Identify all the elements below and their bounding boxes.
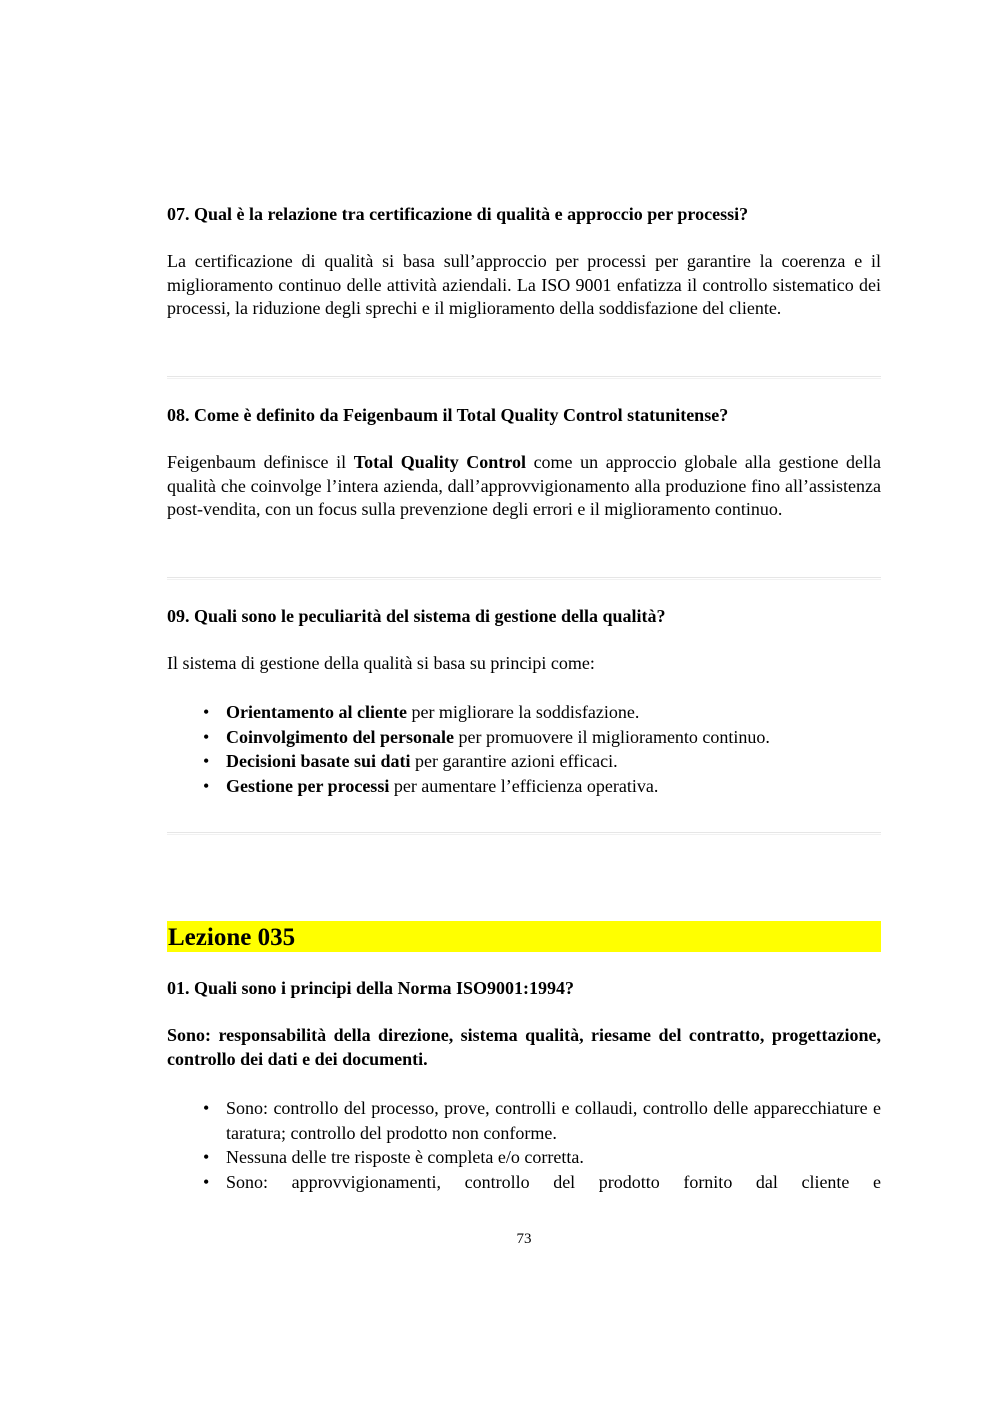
option-item xyxy=(167,1096,881,1145)
page-number: 73 xyxy=(516,1231,532,1247)
list-item xyxy=(167,774,881,799)
section-divider xyxy=(167,577,881,580)
lesson-question-01-options xyxy=(167,1096,881,1194)
question-08-title: 08. Come è definito da Feigenbaum il Total Quality Control statunitense? xyxy=(167,405,729,425)
question-09-list xyxy=(167,700,881,798)
question-09-title: 09. Quali sono le peculiarità del sistema di gestione della qualità? xyxy=(167,606,666,626)
answer-text: come un approccio globale alla gestione della qualità che coinvolge l’intera azienda, dall’approvvigionamento alla produzione fino all’assistenza post-vendita, con un focus sulla prevenzione degli errori e il miglioramento continuo. xyxy=(167,452,882,519)
list-item-text: per aumentare l’efficienza operativa. xyxy=(389,775,659,796)
option-text: Sono: controllo del processo, prove, controlli e collaudi, controllo delle apparecchiature e taratura; controllo del prodotto non conforme. xyxy=(226,1098,881,1143)
list-item-bold: Gestione per processi xyxy=(226,775,390,796)
question-08-answer xyxy=(167,451,881,522)
bullet-icon: • xyxy=(203,1098,210,1118)
lesson-question-01-answer: Sono: responsabilità della direzione, sistema qualità, riesame del contratto, progettazione, controllo dei dati e dei documenti. xyxy=(167,1025,881,1069)
list-item-text: per promuovere il miglioramento continuo. xyxy=(454,726,770,747)
bullet-icon: • xyxy=(203,775,210,796)
list-item xyxy=(167,725,881,750)
option-text: Nessuna delle tre risposte è completa e/o corretta. xyxy=(226,1147,584,1168)
list-item-text: per garantire azioni efficaci. xyxy=(410,751,618,772)
list-item-bold: Orientamento al cliente xyxy=(226,702,407,722)
lesson-heading-highlight xyxy=(167,921,881,952)
lesson-question-01-title: 01. Quali sono i principi della Norma ISO9001:1994? xyxy=(167,978,575,998)
lesson-heading: Lezione 035 xyxy=(168,924,296,951)
section-divider xyxy=(167,376,881,379)
section-divider xyxy=(167,832,881,835)
list-item-bold: Coinvolgimento del personale xyxy=(226,726,454,747)
list-item xyxy=(167,749,881,774)
bullet-icon: • xyxy=(203,751,210,772)
question-07-answer: La certificazione di qualità si basa sull’approccio per processi per garantire la coerenza e il miglioramento continuo delle attività aziendali. La ISO 9001 enfatizza il controllo sistematico dei processi, la riduzione degli sprechi e il miglioramento della soddisfazione del cliente. xyxy=(167,251,881,318)
bullet-icon: • xyxy=(203,726,210,747)
option-item xyxy=(167,1145,881,1170)
list-item-bold: Decisioni basate sui dati xyxy=(226,751,411,772)
bullet-icon: • xyxy=(203,1147,210,1168)
question-07-title: 07. Qual è la relazione tra certificazione di qualità e approccio per processi? xyxy=(167,204,749,224)
answer-text: Feigenbaum definisce il xyxy=(167,452,354,472)
bullet-icon: • xyxy=(203,702,210,722)
answer-bold-term: Total Quality Control xyxy=(353,452,526,472)
question-09-intro: Il sistema di gestione della qualità si basa su principi come: xyxy=(167,653,595,673)
option-text: Sono: approvvigionamenti, controllo del prodotto fornito dal cliente e xyxy=(226,1171,881,1192)
list-item xyxy=(167,700,881,725)
list-item-text: per migliorare la soddisfazione. xyxy=(406,702,640,722)
option-item xyxy=(167,1170,881,1195)
bullet-icon: • xyxy=(203,1171,210,1192)
